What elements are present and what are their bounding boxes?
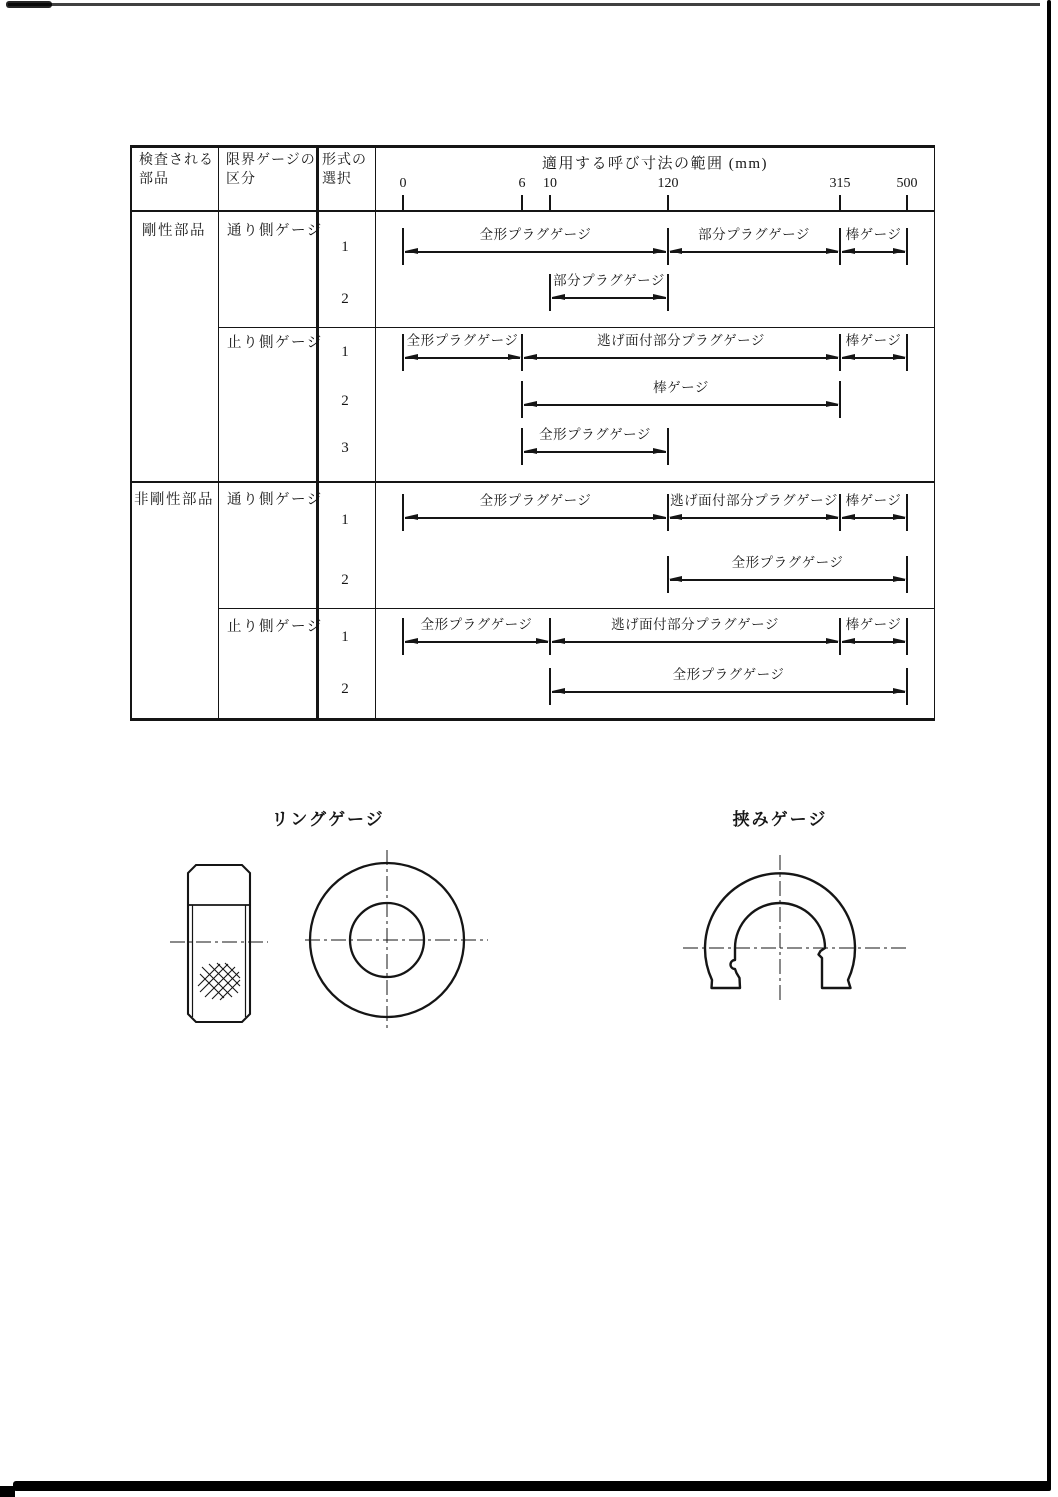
- scale-tick-mark: [667, 195, 668, 211]
- part-label: 剛性部品: [142, 223, 206, 239]
- col-divider-1: [218, 145, 219, 721]
- choice-number: 2: [341, 572, 349, 588]
- gauge-type-label: 止り側ゲージ: [227, 335, 323, 351]
- range-segment-label: 全形プラグゲージ: [731, 555, 844, 570]
- scan-artifact-top-line: [8, 3, 1040, 6]
- scale-tick-mark: [906, 195, 907, 211]
- arrowhead-right: [893, 688, 906, 694]
- scale-tick-mark: [839, 195, 840, 211]
- scale-tick-mark: [402, 195, 403, 211]
- scan-artifact-bottom-band: [13, 1481, 1051, 1491]
- arrowhead-right: [893, 576, 906, 582]
- arrowhead-left: [552, 638, 565, 644]
- gauge-type-label: 止り側ゲージ: [227, 619, 323, 635]
- arrowhead-left: [842, 248, 855, 254]
- arrowhead-right: [826, 401, 839, 407]
- range-segment-label: 逃げ面付部分プラグゲージ: [597, 333, 765, 348]
- arrowhead-left: [524, 448, 537, 454]
- range-segment-label: 部分プラグゲージ: [698, 227, 810, 242]
- range-segment-label: 棒ゲージ: [845, 227, 902, 242]
- range-arrow-shaft: [524, 404, 838, 405]
- range-segment-label: 部分プラグゲージ: [553, 273, 665, 288]
- range-arrow-shaft: [670, 579, 905, 580]
- arrowhead-left: [842, 354, 855, 360]
- header-divider: [130, 210, 935, 212]
- range-arrow-shaft: [524, 451, 666, 452]
- arrowhead-right: [653, 294, 666, 300]
- arrowhead-right: [653, 448, 666, 454]
- arrowhead-right: [536, 638, 549, 644]
- scale-tick-label: 6: [518, 176, 526, 191]
- range-segment-label: 棒ゲージ: [653, 380, 709, 395]
- part-label: 非剛性部品: [134, 492, 214, 508]
- arrowhead-left: [669, 514, 682, 520]
- arrowhead-left: [552, 688, 565, 694]
- arrowhead-left: [524, 401, 537, 407]
- choice-number: 1: [341, 512, 349, 528]
- gauge-type-label: 通り側ゲージ: [227, 223, 323, 239]
- range-segment-label: 全形プラグゲージ: [479, 493, 592, 508]
- ring-gauge-drawing: [150, 840, 500, 1060]
- scale-tick-label: 10: [543, 176, 557, 191]
- arrowhead-right: [826, 514, 839, 520]
- range-arrow-shaft: [405, 357, 520, 358]
- header-inspected-parts: [139, 151, 214, 189]
- scale-tick-label: 0: [399, 176, 407, 191]
- header-line: 形式の: [322, 153, 367, 168]
- range-arrow-shaft: [552, 297, 666, 298]
- header-size-range: 適用する呼び寸法の範囲 (mm): [541, 156, 769, 172]
- arrowhead-left: [669, 576, 682, 582]
- range-segment-label: 全形プラグゲージ: [420, 617, 533, 632]
- range-segment-label: 全形プラグゲージ: [406, 333, 519, 348]
- range-arrow-shaft: [552, 641, 838, 642]
- range-arrow-shaft: [405, 517, 666, 518]
- header-line: 選択: [322, 172, 352, 187]
- arrowhead-right: [893, 354, 906, 360]
- range-segment-label: 全形プラグゲージ: [672, 667, 785, 682]
- range-arrow-shaft: [552, 691, 905, 692]
- header-gauge-class: [226, 151, 316, 189]
- arrowhead-left: [405, 638, 418, 644]
- group-divider: [130, 481, 935, 483]
- col-divider-3: [375, 145, 376, 721]
- table-border-right: [934, 145, 936, 721]
- section-divider-1: [218, 327, 935, 328]
- scale-tick-label: 500: [896, 176, 918, 191]
- choice-number: 1: [341, 629, 349, 645]
- ring-gauge-caption: リングゲージ: [271, 810, 385, 829]
- table-border-top: [130, 145, 935, 148]
- range-segment-label: 棒ゲージ: [845, 617, 902, 632]
- scale-tick-mark: [549, 195, 550, 211]
- arrowhead-right: [826, 638, 839, 644]
- header-line: 区分: [226, 172, 256, 187]
- scan-artifact-right-edge: [1047, 0, 1051, 1491]
- arrowhead-right: [826, 354, 839, 360]
- range-segment-label: 棒ゲージ: [845, 333, 902, 348]
- choice-number: 1: [341, 239, 349, 255]
- arrowhead-right: [508, 354, 521, 360]
- snap-gauge-caption: 挟みゲージ: [732, 810, 828, 829]
- ring-gauge-side-view: [170, 865, 268, 1022]
- gauge-type-label: 通り側ゲージ: [227, 492, 323, 508]
- arrowhead-left: [405, 248, 418, 254]
- choice-number: 2: [341, 393, 349, 409]
- range-arrow-shaft: [405, 251, 666, 252]
- range-arrow-shaft: [405, 641, 548, 642]
- table-border-bottom: [130, 718, 935, 721]
- scale-tick-mark: [521, 195, 522, 211]
- header-line: 限界ゲージの: [226, 153, 316, 168]
- knurl-hatch: [198, 963, 240, 1000]
- choice-number: 2: [341, 291, 349, 307]
- scale-tick-label: 315: [829, 176, 851, 191]
- range-segment-label: 全形プラグゲージ: [479, 227, 592, 242]
- arrowhead-right: [826, 248, 839, 254]
- arrowhead-left: [405, 514, 418, 520]
- range-segment-label: 全形プラグゲージ: [539, 427, 651, 442]
- range-segment-label: 逃げ面付部分プラグゲージ: [670, 493, 838, 508]
- range-arrow-shaft: [524, 357, 838, 358]
- arrowhead-right: [653, 514, 666, 520]
- choice-number: 3: [341, 440, 349, 456]
- choice-number: 1: [341, 344, 349, 360]
- section-divider-2: [218, 608, 935, 609]
- range-arrow-shaft: [670, 251, 838, 252]
- header-line: 部品: [139, 172, 169, 187]
- ring-gauge-front-view: [305, 850, 488, 1032]
- scan-artifact-bottom-left: [0, 1486, 15, 1497]
- scale-tick-label: 120: [657, 176, 679, 191]
- arrowhead-left: [552, 294, 565, 300]
- snap-gauge-drawing: [660, 830, 920, 1030]
- arrowhead-left: [842, 514, 855, 520]
- arrowhead-left: [524, 354, 537, 360]
- arrowhead-left: [405, 354, 418, 360]
- arrowhead-left: [669, 248, 682, 254]
- header-line: 検査される: [139, 153, 214, 168]
- arrowhead-right: [893, 248, 906, 254]
- range-segment-label: 棒ゲージ: [845, 493, 902, 508]
- header-type-choice: [322, 151, 367, 189]
- range-segment-label: 逃げ面付部分プラグゲージ: [611, 617, 779, 632]
- arrowhead-left: [842, 638, 855, 644]
- arrowhead-right: [893, 638, 906, 644]
- arrowhead-right: [653, 248, 666, 254]
- arrowhead-right: [893, 514, 906, 520]
- choice-number: 2: [341, 681, 349, 697]
- range-arrow-shaft: [670, 517, 838, 518]
